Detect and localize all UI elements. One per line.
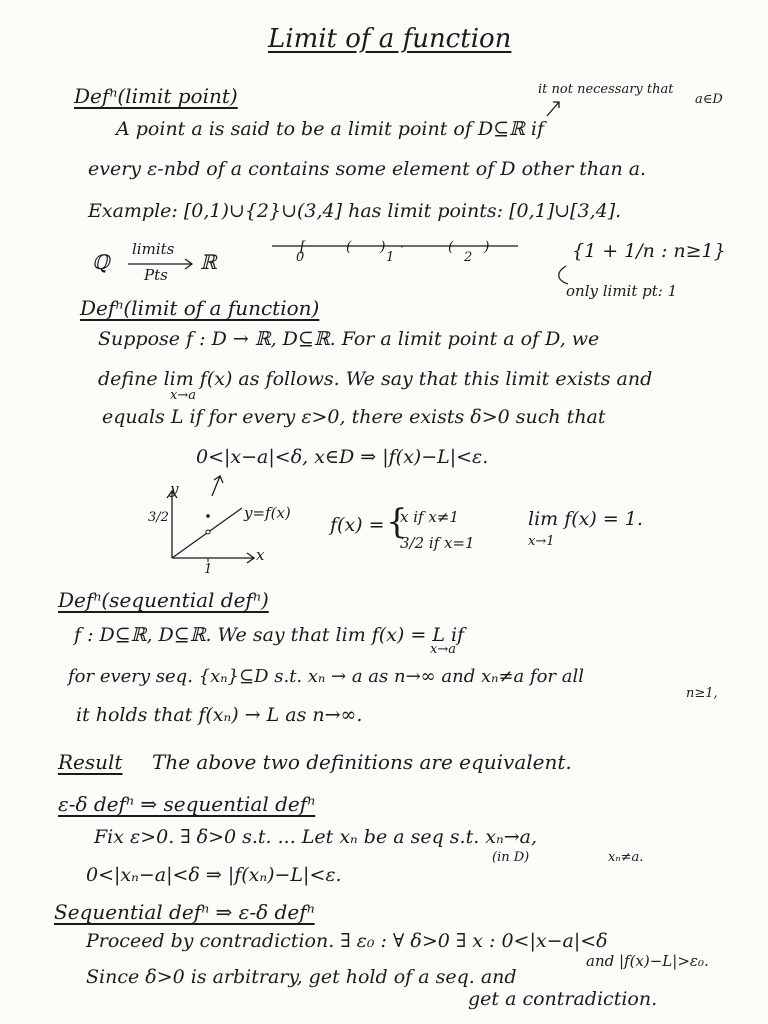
graph-y-label: y [170,480,179,498]
aside-note-b: a∈D [695,92,723,107]
number-line-sketch [272,234,522,274]
svg-text:·: · [400,240,404,254]
seq-def-line3: it holds that f(xₙ) → L as n→∞. [76,704,363,726]
lim-statement: lim f(x) = 1. [528,508,643,530]
q-arrow-bottom-label: Pts [144,266,168,284]
proof2-line1: Proceed by contradiction. ∃ ε₀ : ∀ δ>0 ∃ x : 0<|x−a|<δ [86,930,608,952]
defn-sequential-heading: Defⁿ(sequential defⁿ) [58,588,269,612]
r-symbol: ℝ [200,250,217,274]
fx-lhs: f(x) = [330,514,385,536]
seq-def-line1: f : D⊆ℝ, D⊆ℝ. We say that lim f(x) = L if [74,624,465,646]
fx-case2: 3/2 if x=1 [400,534,475,552]
proof2-line1b: and |f(x)−L|>ε₀. [586,952,709,970]
q-arrow-top-label: limits [132,240,175,258]
limit-point-example: Example: [0,1)∪{2}∪(3,4] has limit points: [0,1]∪[3,4]. [88,200,622,222]
brace-icon: { [386,502,408,542]
graph-one-tick: 1 [204,562,213,577]
defn-limit-function-heading: Defⁿ(limit of a function) [80,296,320,320]
graph-x-label: x [256,546,265,564]
seq-def-line1-sub: x→a [430,642,456,657]
graph-label: y=f(x) [244,504,291,522]
seq-def-line2: for every seq. {xₙ}⊆D s.t. xₙ → a as n→∞ and xₙ≠a for all [68,666,584,687]
tick-2: 2 [464,250,473,265]
proof1-sub-a: (in D) [492,850,530,865]
aside-arrow-icon [545,98,565,118]
proof1-sub-b: xₙ≠a. [608,850,644,865]
set-expression: {1 + 1/n : n≥1} [572,240,726,262]
aside-note: it not necessary that [538,82,674,97]
svg-text:(: ( [448,239,454,255]
proof2-line2: Since δ>0 is arbitrary, get hold of a seq. and [86,966,517,988]
fx-case1: x if x≠1 [400,508,459,526]
tick-1: 1 [386,250,395,265]
svg-text:): ) [380,239,386,255]
proof1-line2: 0<|xₙ−a|<δ ⇒ |f(xₙ)−L|<ε. [86,864,342,886]
lim-statement-sub: x→1 [528,534,555,549]
result-label: Result [58,750,123,774]
limit-def-line2: define lim f(x) as follows. We say that this limit exists and [98,368,653,390]
q-symbol: ℚ [92,250,110,274]
proof2-line3: get a contradiction. [468,988,658,1010]
page-title: Limit of a function [268,24,512,54]
defn-limit-point-heading: Defⁿ(limit point) [74,84,238,108]
svg-text:[: [ [300,239,306,255]
graph-three-halves: 3/2 [148,510,169,525]
limit-def-line1: Suppose f : D → ℝ, D⊆ℝ. For a limit point a of D, we [98,328,600,350]
limit-point-def-line2: every ε-nbd of a contains some element of D other than a. [88,158,647,180]
limit-def-condition: 0<|x−a|<δ, x∈D ⇒ |f(x)−L|<ε. [196,446,489,468]
svg-text:): ) [484,239,490,255]
proof1-line1: Fix ε>0. ∃ δ>0 s.t. ... Let xₙ be a seq s.t. xₙ→a, [94,826,538,848]
limit-def-line2-sub: x→a [170,388,196,403]
result-text: The above two definitions are equivalent. [152,750,572,774]
svg-text:(: ( [346,239,352,255]
limit-point-def-line1: A point a is said to be a limit point of D⊆ℝ if [116,118,544,140]
seq-def-line2-sub: n≥1, [686,686,718,701]
proof1-heading: ε-δ defⁿ ⇒ sequential defⁿ [58,792,316,816]
proof2-heading: Sequential defⁿ ⇒ ε-δ defⁿ [54,900,315,924]
set-note: only limit pt: 1 [566,282,678,300]
limit-def-line3: equals L if for every ε>0, there exists δ>0 such that [102,406,606,428]
tick-0: 0 [296,250,305,265]
